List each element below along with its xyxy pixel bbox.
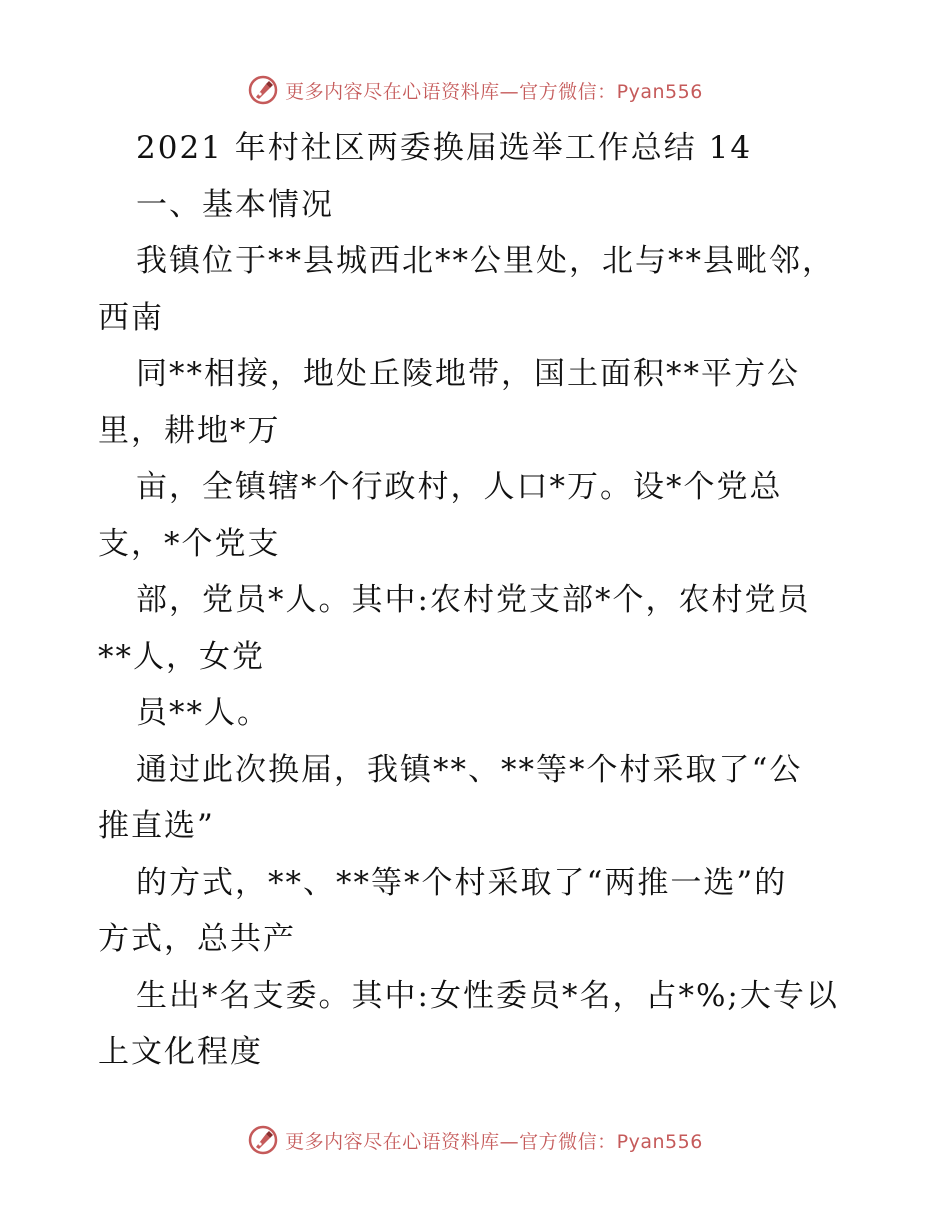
paragraph-line: 里，耕地*万 xyxy=(98,412,281,449)
paragraph-line: 亩，全镇辖*个行政村，人口*万。设*个党总 xyxy=(136,469,783,505)
paragraph-line: 上文化程度 xyxy=(98,1034,263,1070)
paragraph-line: 生出*名支委。其中:女性委员*名，占*%;大专以 xyxy=(136,977,839,1014)
header-watermark-banner xyxy=(0,70,950,110)
footer-watermark-banner xyxy=(0,1120,950,1160)
document-body xyxy=(98,120,858,1081)
paragraph-line: **人，女党 xyxy=(98,638,265,675)
section-heading: 一、基本情况 xyxy=(136,186,334,223)
footer-watermark-text: 更多内容尽在心语资料库—官方微信：Pyan556 xyxy=(285,1130,703,1153)
pen-nib-logo-icon xyxy=(247,74,279,106)
paragraph-line: 通过此次换届，我镇**、**等*个村采取了“公 xyxy=(136,751,803,788)
paragraph-line: 部，党员*人。其中:农村党支部*个，农村党员 xyxy=(136,582,811,618)
paragraph-line: 支，*个党支 xyxy=(98,525,281,562)
pen-nib-logo-icon xyxy=(247,1124,279,1156)
document-title: 2021 年村社区两委换届选举工作总结 14 xyxy=(136,130,753,166)
paragraph-line: 方式，总共产 xyxy=(98,921,296,957)
paragraph-line: 西南 xyxy=(98,299,164,336)
paragraph-line: 的方式，**、**等*个村采取了“两推一选”的 xyxy=(136,864,788,901)
paragraph-line: 推直选” xyxy=(98,808,215,844)
header-watermark-text: 更多内容尽在心语资料库—官方微信：Pyan556 xyxy=(285,80,703,103)
paragraph-line: 我镇位于**县城西北**公里处，北与**县毗邻， xyxy=(136,243,835,279)
paragraph-line: 同**相接，地处丘陵地带，国土面积**平方公 xyxy=(136,356,800,392)
paragraph-line: 员**人。 xyxy=(136,695,270,731)
